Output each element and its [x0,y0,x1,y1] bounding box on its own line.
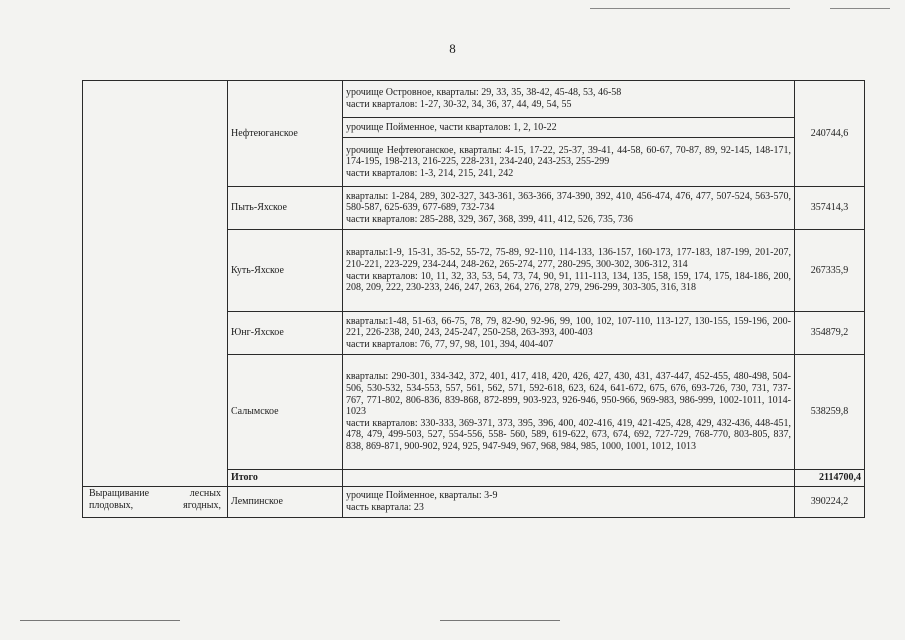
forestry-name: Юнг-Яхское [228,312,343,355]
area-value: 240744,6 [795,81,865,187]
total-empty-cell [343,470,795,487]
quarters-cell [343,487,795,518]
quarters-cell [343,81,795,118]
quarters-line: кварталы:1-48, 51-63, 66-75, 78, 79, 82-90, 92-96, 99, 100, 102, 107-110, 113-127, 130-155, 159-196, 200-221, 226-238, 240, 243, 245-247, 250-258, 263-393, 400-403 [346,315,791,339]
quarters-cell [343,230,795,312]
quarters-line: части кварталов: 330-333, 369-371, 373, 395, 396, 400, 402-416, 419, 421-425, 428, 429, 432-436, 448-451, 478, 479, 499-503, 527, 554-556, 558- 560, 589, 619-622, 673, 674, 692, 727-729, 768-770, 803-805, 837, 838, 869-871, 900-902, 924, 925, 947-949, 967, 968, 984, 985, 1000, 1001, 1012, 1013 [346,417,791,452]
quarters-cell [343,138,795,187]
quarters-cell [343,312,795,355]
forest-table [82,80,865,518]
quarters-cell [343,187,795,230]
quarters-line: кварталы:1-9, 15-31, 35-52, 55-72, 75-89, 92-110, 114-133, 136-157, 160-173, 177-183, 187-199, 201-207, 210-221, 223-229, 234-244, 248-262, 265-274, 277, 280-295, 300-302, 306-312, 314 [346,247,791,270]
forestry-name: Салымское [228,355,343,470]
quarters-line: части кварталов: 10, 11, 32, 33, 53, 54, 73, 74, 90, 91, 111-113, 134, 135, 158, 159, 174, 175, 184-186, 200, 208, 209, 222, 230-233, 246, 247, 263, 264, 276, 278, 279, 296-299, 303-305, 316, 318 [346,270,791,294]
activity-text: Выращивание лесных плодовых, ягодных, [89,488,221,511]
scan-edge-line [20,620,180,621]
forestry-name: Лемпинское [228,487,343,518]
quarters-line: части кварталов: 1-27, 30-32, 34, 36, 37, 44, 49, 54, 55 [346,99,572,110]
table-row [83,81,865,118]
quarters-line: урочище Пойменное, части кварталов: 1, 2, 10-22 [346,121,557,133]
table-row [83,487,865,518]
forestry-name: Куть-Яхское [228,230,343,312]
quarters-line: часть квартала: 23 [346,502,424,513]
quarters-line: урочище Нефтеюганское, кварталы: 4-15, 17-22, 25-37, 39-41, 44-58, 60-67, 70-87, 89, 92-145, 148-171, 174-195, 198-213, 216-225, 228-231, 234-240, 243-253, 255-299 [346,144,791,168]
activity-cell-empty [83,81,228,487]
quarters-line: части кварталов: 1-3, 214, 215, 241, 242 [346,167,514,179]
area-value: 267335,9 [795,230,865,312]
quarters-line: части кварталов: 76, 77, 97, 98, 101, 394, 404-407 [346,338,554,350]
quarters-line: кварталы: 290-301, 334-342, 372, 401, 417, 418, 420, 426, 427, 430, 431, 437-447, 452-455, 480-498, 504-506, 530-532, 534-553, 557, 561, 562, 571, 592-618, 623, 624, 641-672, 675, 676, 693-726, 730, 731, 737-767, 771-802, 806-836, 839-868, 872-899, 903-923, 926-946, 950-966, 969-983, 986-999, 1002-1011, 1014-1023 [346,371,791,418]
page-number: 8 [449,41,456,56]
quarters-cell [343,118,795,138]
quarters-line: урочище Островное, кварталы: 29, 33, 35, 38-42, 45-48, 53, 46-58 [346,87,622,99]
quarters-cell [343,355,795,470]
area-value: 357414,3 [795,187,865,230]
total-label: Итого [228,470,343,487]
activity-cell [83,487,228,518]
scan-edge-line [440,620,560,621]
scan-edge-line [830,8,890,9]
scan-edge-line [590,8,790,9]
area-value: 354879,2 [795,312,865,355]
area-value: 390224,2 [795,487,865,518]
forestry-name: Нефтеюганское [228,81,343,187]
area-value: 538259,8 [795,355,865,470]
total-area: 2114700,4 [795,470,865,487]
quarters-line: урочище Пойменное, кварталы: 3-9 [346,490,498,502]
quarters-line: кварталы: 1-284, 289, 302-327, 343-361, 363-366, 374-390, 392, 410, 456-474, 476, 477, 507-524, 563-570, 580-587, 625-639, 677-689, 732-734 [346,190,791,214]
quarters-line: части кварталов: 285-288, 329, 367, 368, 399, 411, 412, 526, 735, 736 [346,213,633,225]
forestry-name: Пыть-Яхское [228,187,343,230]
